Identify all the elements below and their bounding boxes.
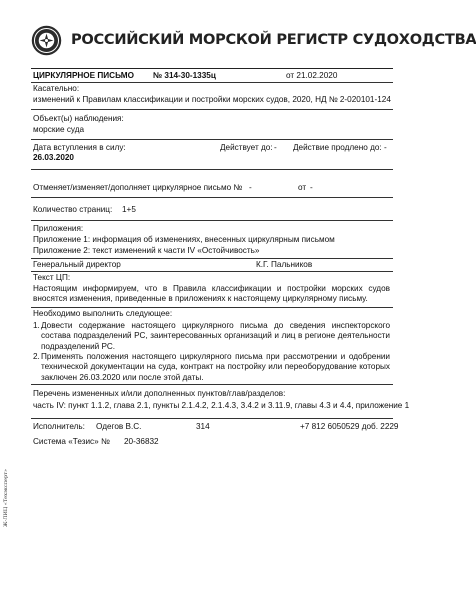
action-text: Довести содержание настоящего циркулярного письма до сведения инспекторского состава подразделений РС, заинтересованных организаций и лиц в регионе деятельности подразделений РС. [41, 321, 390, 351]
executor-label: Исполнитель: [33, 422, 85, 431]
signatory-name: К.Г. Пальников [256, 260, 313, 269]
divider [31, 418, 393, 419]
effective-date: 26.03.2020 [33, 153, 74, 162]
cancels-from-label: от [298, 183, 307, 192]
attachments-label: Приложения: [33, 224, 84, 233]
divider [31, 82, 393, 83]
attachment-item: Приложение 2: текст изменений к части IV «Остойчивость» [33, 246, 260, 255]
cancels-from-value: - [310, 183, 313, 192]
executor-name: Одегов В.С. [96, 422, 142, 431]
divider [31, 197, 393, 198]
objects-label: Объект(ы) наблюдения: [33, 114, 124, 123]
valid-until-value: - [274, 143, 277, 152]
side-watermark-note: Ж-ЛИЦ «Техэксперт» [3, 468, 9, 527]
letter-body: Настоящим информируем, что в Правила классификации и постройки морских судов вносятся изменения, приведенные в приложениях к настоящему циркулярному письму. [33, 284, 390, 304]
divider [31, 220, 393, 221]
subject-value: изменений к Правилам классификации и постройки морских судов, 2020, НД № 2-020101-124 [33, 95, 391, 104]
letter-number: № 314-30-1335ц [153, 71, 216, 80]
executor-phone: +7 812 6050529 доб. 2229 [300, 422, 399, 431]
changes-value: часть IV: пункт 1.1.2, глава 2.1, пункты 2.1.4.2, 2.1.4.3, 3.4.2 и 3.11.9, главы 4.3 и 4.4, приложение 1 [33, 401, 410, 410]
extended-until-value: - [384, 143, 387, 152]
divider [31, 169, 393, 170]
divider [31, 68, 393, 69]
extended-until-label: Действие продлено до: [293, 143, 382, 152]
divider [31, 139, 393, 140]
valid-until-label: Действует до: [220, 143, 273, 152]
signatory-position: Генеральный директор [33, 260, 121, 269]
effective-date-label: Дата вступления в силу: [33, 143, 126, 152]
register-emblem-icon [31, 25, 62, 56]
page-count-label: Количество страниц: [33, 205, 113, 214]
divider [31, 109, 393, 110]
executor-code: 314 [196, 422, 210, 431]
letter-date: от 21.02.2020 [286, 71, 338, 80]
action-text: Применять положения настоящего циркулярного письма при рассмотрении и одобрении технической документации на суда, контракт на постройку или переоборудование которых заключен 26.03.2020 или после этой даты. [41, 352, 390, 382]
system-number: 20-36832 [124, 437, 159, 446]
cancels-label: Отменяет/изменяет/дополняет циркулярное письмо № [33, 183, 243, 192]
divider [31, 271, 393, 272]
subject-label: Касательно: [33, 84, 80, 93]
text-label: Текст ЦП: [33, 273, 71, 282]
page-count-value: 1+5 [122, 205, 136, 214]
cancels-number: - [249, 183, 252, 192]
changes-label: Перечень измененных и/или дополненных пунктов/глав/разделов: [33, 389, 286, 398]
letter-type-label: ЦИРКУЛЯРНОЕ ПИСЬМО [33, 71, 134, 80]
action-number: 1. [33, 321, 40, 330]
system-label: Система «Тезис» № [33, 437, 110, 446]
divider [31, 258, 393, 259]
action-number: 2. [33, 352, 40, 361]
divider [31, 307, 393, 308]
organization-name: РОССИЙСКИЙ МОРСКОЙ РЕГИСТР СУДОХОДСТВА [71, 31, 476, 48]
objects-value: морские суда [33, 125, 85, 134]
divider [31, 384, 393, 385]
attachment-item: Приложение 1: информация об изменениях, внесенных циркулярным письмом [33, 235, 335, 244]
actions-label: Необходимо выполнить следующее: [33, 309, 173, 318]
